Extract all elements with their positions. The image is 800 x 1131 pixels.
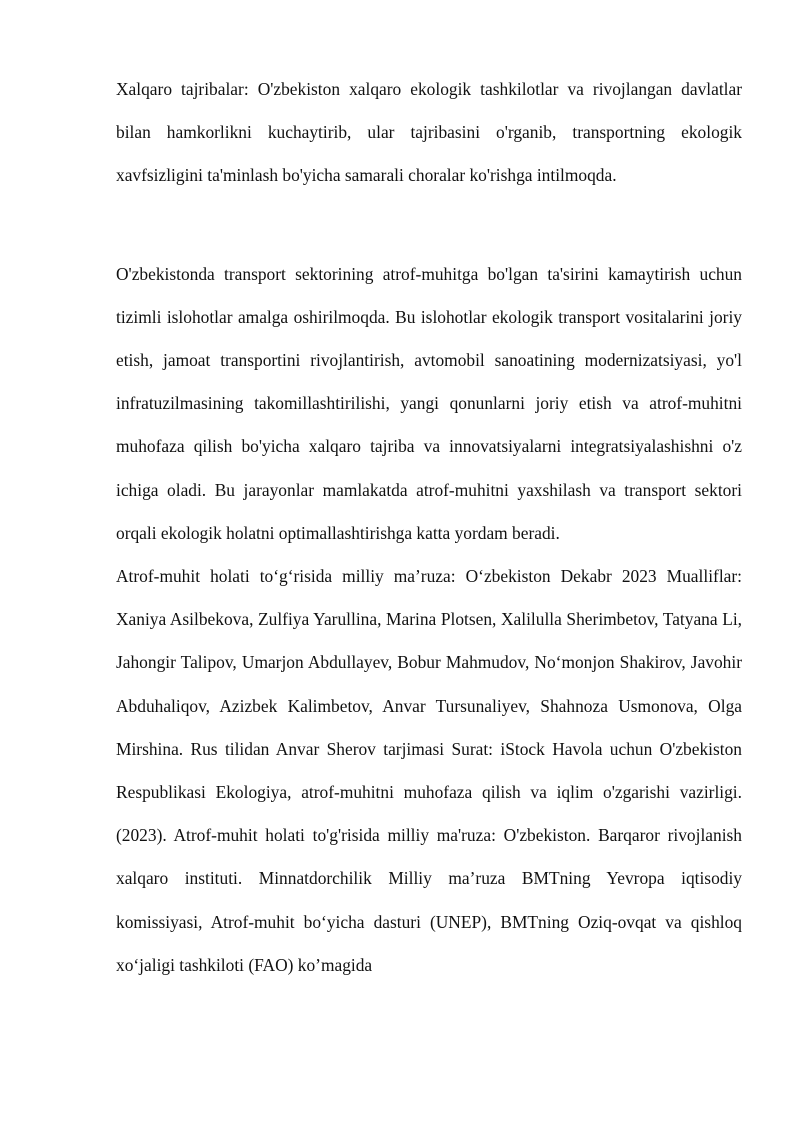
paragraph-transport-reforms: O'zbekistonda transport sektorining atrof-muhitga bo'lgan ta'sirini kamaytirish uchun tizimli islohotlar amalga oshirilmoqda. Bu islohotlar ekologik transport vositalarini joriy etish, jamoat transportini rivojlantirish, avtomobil sanoatining modernizatsiyasi, yo'l infratuzilmasining takomillashtirilishi, yangi qonunlarni joriy etish va atrof-muhitni muhofaza qilish bo'yicha xalqaro tajriba va innovatsiyalarni integratsiyalashishni o'z ichiga oladi. Bu jarayonlar mamlakatda atrof-muhitni yaxshilash va transport sektori orqali ekologik holatni optimallashtirishga katta yordam beradi.: [116, 263, 742, 543]
paragraph-international-experience: Xalqaro tajribalar: O'zbekiston xalqaro ekologik tashkilotlar va rivojlangan davlatlar bilan hamkorlikni kuchaytirib, ular tajribasini o'rganib, transportning ekologik xavfsizligini ta'minlash bo'yicha samarali choralar ko'rishga intilmoqda.: [116, 79, 742, 186]
paragraph-spacer: [116, 198, 742, 253]
paragraph-national-report-reference: Atrof-muhit holati to‘g‘risida milliy ma’ruza: O‘zbekiston Dekabr 2023 Mualliflar: Xaniya Asilbekova, Zulfiya Yarullina, Marina Plotsen, Xalilulla Sherimbetov, Tatyana Li, Jahongir Talipov, Umarjon Abdullayev, Bobur Mahmudov, No‘monjon Shakirov, Javohir Abduhaliqov, Azizbek Kalimbetov, Anvar Tursunaliyev, Shahnoza Usmonova, Olga Mirshina. Rus tilidan Anvar Sherov tarjimasi Surat: iStock Havola uchun O'zbekiston Respublikasi Ekologiya, atrof-muhitni muhofaza qilish va iqlim o'zgarishi vazirligi. (2023). Atrof-muhit holati to'g'risida milliy ma'ruza: O'zbekiston. Barqaror rivojlanish xalqaro instituti. Minnatdorchilik Milliy ma’ruza BMTning Yevropa iqtisodiy komissiyasi, Atrof-muhit bo‘yicha dasturi (UNEP), BMTning Oziq-ovqat va qishloq xo‘jaligi tashkiloti (FAO) ko’magida: [116, 566, 742, 975]
document-page: [116, 68, 742, 987]
